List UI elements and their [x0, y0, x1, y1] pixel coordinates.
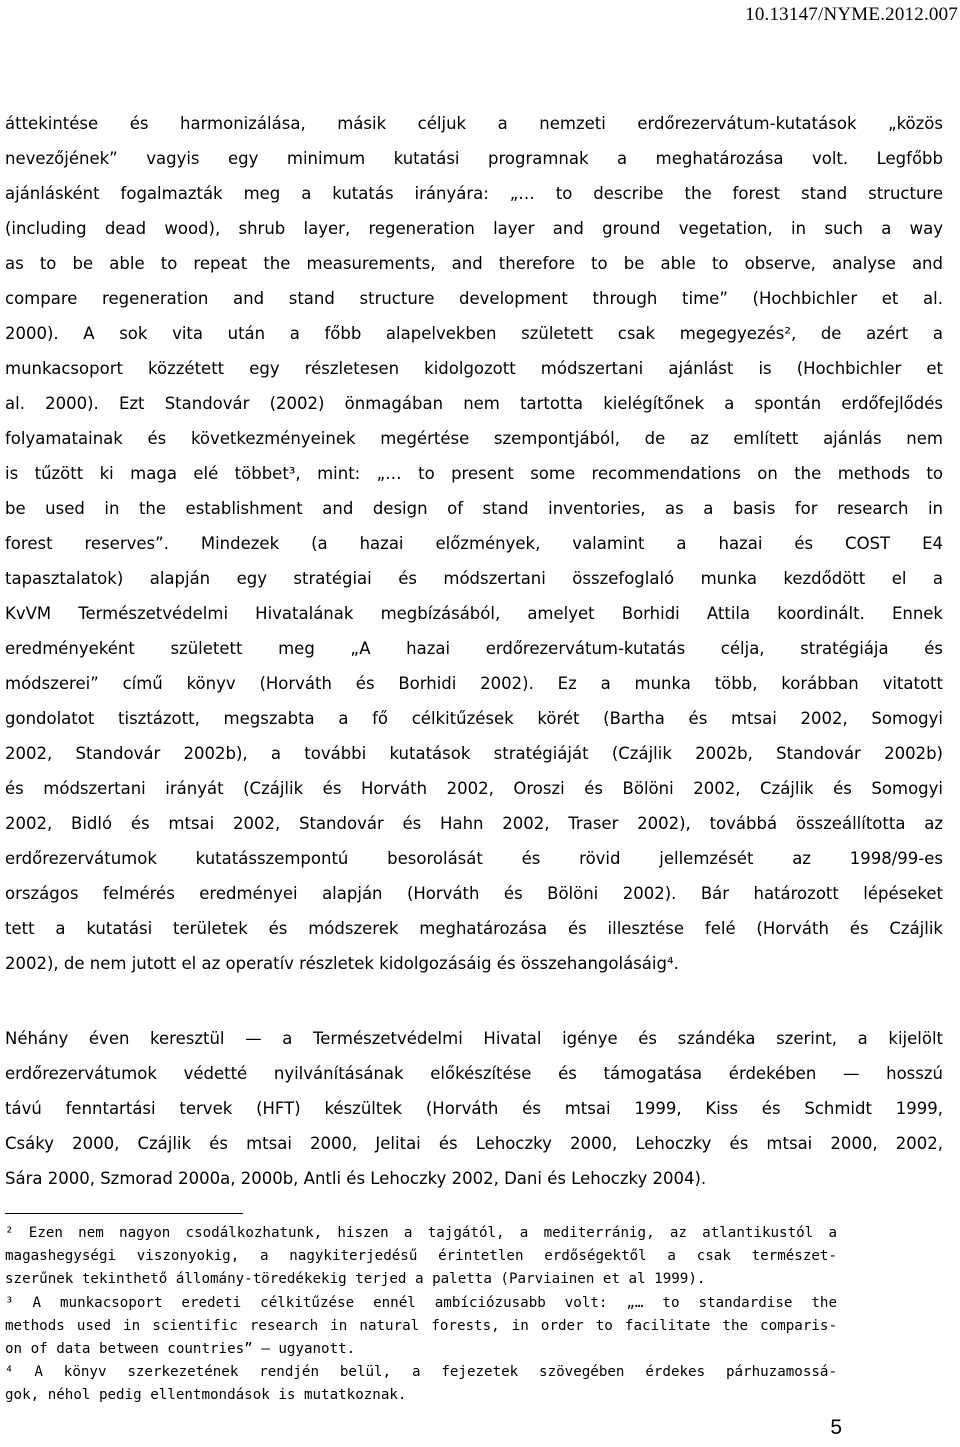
text-line: 2002, Bidló és mtsai 2002, Standovár és Hahn 2002, Traser 2002), továbbá összeállította az	[5, 814, 943, 833]
footnotes	[5, 1222, 837, 1408]
text-line: erdőrezervátumok kutatásszempontú besorolását és rövid jellemzését az 1998/99-es	[5, 849, 943, 868]
text-line: al. 2000). Ezt Standovár (2002) önmagában nem tartotta kielégítőnek a spontán erdőfejlődés	[5, 394, 943, 413]
text-line: be used in the establishment and design of stand inventories, as a basis for research in	[5, 499, 943, 518]
text-line: compare regeneration and stand structure development through time” (Hochbichler et al.	[5, 289, 943, 308]
text-line: is tűzött ki maga elé többet³, mint: „… to present some recommendations on the methods to	[5, 464, 943, 483]
text-line: 2002, Standovár 2002b), a további kutatások stratégiáját (Czájlik 2002b, Standovár 2002b)	[5, 744, 943, 763]
text-line: (including dead wood), shrub layer, regeneration layer and ground vegetation, in such a way	[5, 219, 943, 238]
footnote-line: ³ A munkacsoport eredeti célkitűzése ennél ambíciózusabb volt: „… to standardise the	[5, 1294, 837, 1311]
footnote-line: ⁴ A könyv szerkezetének rendjén belül, a fejezetek szövegében érdekes párhuzamossá-	[5, 1364, 837, 1381]
text-line: Néhány éven keresztül — a Természetvédelmi Hivatal igénye és szándéka szerint, a kijelölt	[5, 1029, 943, 1048]
text-line: erdőrezervátumok védetté nyilvánításának előkészítése és támogatása érdekében — hosszú	[5, 1064, 943, 1083]
text-line: folyamatainak és következményeinek megértése szempontjából, de az említett ajánlás nem	[5, 429, 943, 448]
footnote-line: on of data between countries” – ugyanott.	[5, 1340, 356, 1357]
text-line: eredményeként született meg „A hazai erdőrezervátum-kutatás célja, stratégiája és	[5, 639, 943, 658]
text-line: és módszertani irányát (Czájlik és Horváth 2002, Oroszi és Bölöni 2002, Czájlik és Somogyi	[5, 779, 943, 798]
text-line: országos felmérés eredményei alapján (Horváth és Bölöni 2002). Bár határozott lépéseket	[5, 884, 943, 903]
text-line: 2002), de nem jutott el az operatív részletek kidolgozásáig és összehangolásáig⁴.	[5, 954, 679, 973]
text-line: módszerei” című könyv (Horváth és Borhidi 2002). Ez a munka több, korábban vitatott	[5, 674, 943, 693]
doi-header: 10.13147/NYME.2012.007	[745, 4, 958, 25]
footnote-line: methods used in scientific research in natural forests, in order to facilitate the comparis-	[5, 1317, 837, 1334]
text-line: ajánlásként fogalmazták meg a kutatás irányára: „… to describe the forest stand structure	[5, 184, 943, 203]
text-line: tett a kutatási területek és módszerek meghatározása és illesztése felé (Horváth és Czájlik	[5, 919, 943, 938]
text-line: tapasztalatok) alapján egy stratégiai és módszertani összefoglaló munka kezdődött el a	[5, 569, 943, 588]
footnote-line: ² Ezen nem nagyon csodálkozhatunk, hiszen a tajgától, a mediterránig, az atlantikustól a	[5, 1225, 837, 1241]
footnote-line: gok, néhol pedig ellentmondások is mutatkoznak.	[5, 1387, 407, 1404]
text-line: 2000). A sok vita után a főbb alapelvekben született csak megegyezés², de azért a	[5, 324, 943, 343]
page-number: 5	[830, 1416, 842, 1439]
text-line: as to be able to repeat the measurements, and therefore to be able to observe, analyse and	[5, 254, 943, 273]
text-line: távú fenntartási tervek (HFT) készültek (Horváth és mtsai 1999, Kiss és Schmidt 1999,	[5, 1099, 943, 1118]
text-line: forest reserves”. Mindezek (a hazai előzmények, valamint a hazai és COST E4	[5, 534, 943, 553]
text-line: Sára 2000, Szmorad 2000a, 2000b, Antli és Lehoczky 2002, Dani és Lehoczky 2004).	[5, 1169, 707, 1188]
text-line: gondolatot tisztázott, megszabta a fő célkitűzések körét (Bartha és mtsai 2002, Somogyi	[5, 709, 943, 728]
text-line: munkacsoport közzétett egy részletesen kidolgozott módszertani ajánlást is (Hochbichler et	[5, 359, 943, 378]
footnote-line: magashegységi viszonyokig, a nagykiterjedésű érintetlen erdőségektől a csak természet-	[5, 1248, 837, 1265]
text-line: áttekintése és harmonizálása, másik céljuk a nemzeti erdőrezervátum-kutatások „közös	[5, 114, 943, 133]
text-line: Csáky 2000, Czájlik és mtsai 2000, Jelitai és Lehoczky 2000, Lehoczky és mtsai 2000, 2002,	[5, 1134, 943, 1153]
paragraph-2	[5, 1021, 943, 1196]
text-line: nevezőjének” vagyis egy minimum kutatási programnak a meghatározása volt. Legfőbb	[5, 149, 943, 168]
text-line: KvVM Természetvédelmi Hivatalának megbízásából, amelyet Borhidi Attila koordinált. Ennek	[5, 604, 943, 623]
footnote-separator	[5, 1213, 243, 1214]
paragraph-1	[5, 106, 943, 981]
footnote-line: szerűnek tekinthető állomány-töredékekig terjed a paletta (Parviainen et al 1999).	[5, 1271, 706, 1288]
